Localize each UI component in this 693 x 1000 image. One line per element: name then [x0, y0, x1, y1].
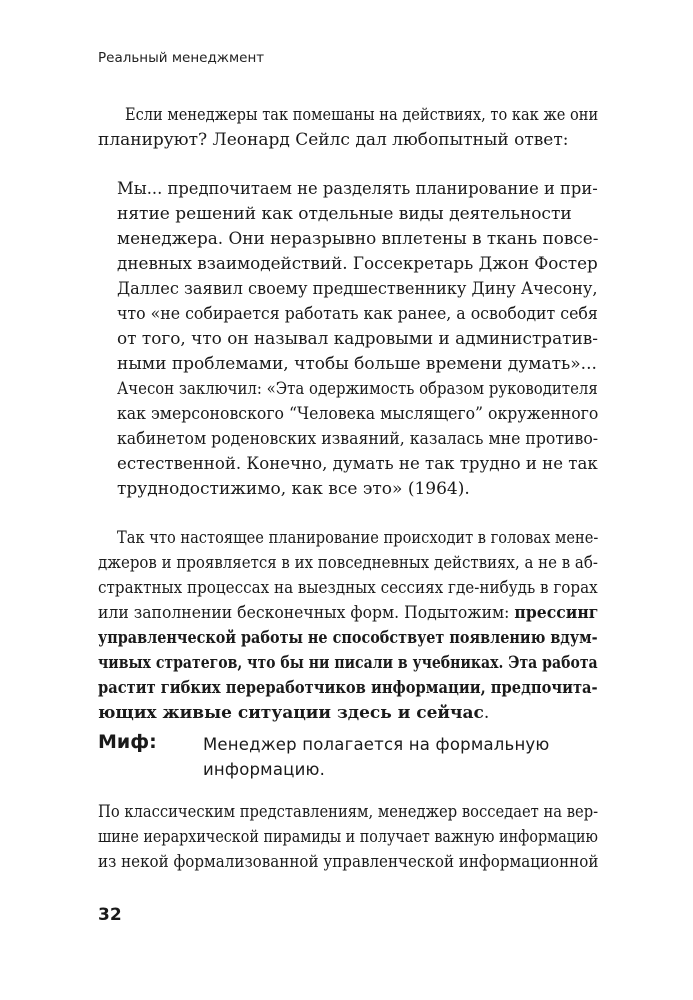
- text-bold: прессинг: [514, 603, 599, 623]
- paragraph-line: шине иерархической пирамиды и получает важную информацию: [98, 827, 598, 847]
- text-bold: ющих живые ситуации здесь и сейчас: [98, 703, 484, 723]
- running-header: Реальный менеджмент: [98, 50, 265, 66]
- text-bold: управленческой работы не способствует появлению вдум-: [98, 628, 598, 648]
- text-normal: .: [483, 703, 490, 723]
- paragraph-line: Если менеджеры так помешаны на действиях, то как же они: [125, 105, 599, 125]
- paragraph-line-bold: [98, 676, 598, 701]
- quote-line: что «не собирается работать как ранее, а освободит себя: [117, 304, 598, 324]
- text-bold: чивых стратегов, что бы ни писали в учебниках. Эта работа: [98, 653, 598, 673]
- quote-line: от того, что он называл кадровыми и административ-: [117, 329, 599, 349]
- paragraph-line: [98, 601, 598, 626]
- paragraph-line-bold: [98, 651, 598, 676]
- myth-statement: информацию.: [203, 760, 326, 779]
- quote-line: Даллес заявил своему предшественнику Дину Ачесону,: [117, 279, 598, 299]
- paragraph-line-bold: [98, 701, 489, 726]
- paragraph-line: Так что настоящее планирование происходит в головах мене-: [117, 528, 599, 548]
- quote-line: ными проблемами, чтобы больше времени думать»...: [117, 354, 597, 374]
- quote-line: Ачесон заключил: «Эта одержимость образом руководителя: [117, 379, 598, 399]
- quote-line: нятие решений как отдельные виды деятельности: [117, 204, 572, 224]
- text-normal: или заполнении бесконечных форм. Подытожим:: [98, 603, 515, 623]
- paragraph-line: из некой формализованной управленческой информационной: [98, 852, 599, 872]
- paragraph-line: джеров и проявляется в их повседневных действиях, а не в аб-: [98, 553, 598, 573]
- paragraph-line: планируют? Леонард Сейлс дал любопытный ответ:: [98, 130, 569, 150]
- myth-label: Миф:: [98, 731, 157, 753]
- paragraph-line-bold: [98, 626, 598, 651]
- quote-line: труднодостижимо, как все это» (1964).: [117, 479, 470, 499]
- quote-line: дневных взаимодействий. Госсекретарь Джон Фостер: [117, 254, 598, 274]
- quote-line: Мы... предпочитаем не разделять планирование и при-: [117, 179, 598, 199]
- quote-line: естественной. Конечно, думать не так трудно и не так: [117, 454, 598, 474]
- page-number: 32: [98, 905, 122, 925]
- myth-statement: Менеджер полагается на формальную: [203, 735, 550, 754]
- paragraph-line: страктных процессах на выездных сессиях где-нибудь в горах: [98, 578, 598, 598]
- paragraph-line: По классическим представлениям, менеджер восседает на вер-: [98, 802, 599, 822]
- quote-line: менеджера. Они неразрывно вплетены в ткань повсе-: [117, 229, 599, 249]
- quote-line: кабинетом роденовских изваяний, казалась мне противо-: [117, 429, 599, 449]
- quote-line: как эмерсоновского “Человека мыслящего” окруженного: [117, 404, 599, 424]
- text-bold: растит гибких переработчиков информации, предпочита-: [98, 678, 598, 698]
